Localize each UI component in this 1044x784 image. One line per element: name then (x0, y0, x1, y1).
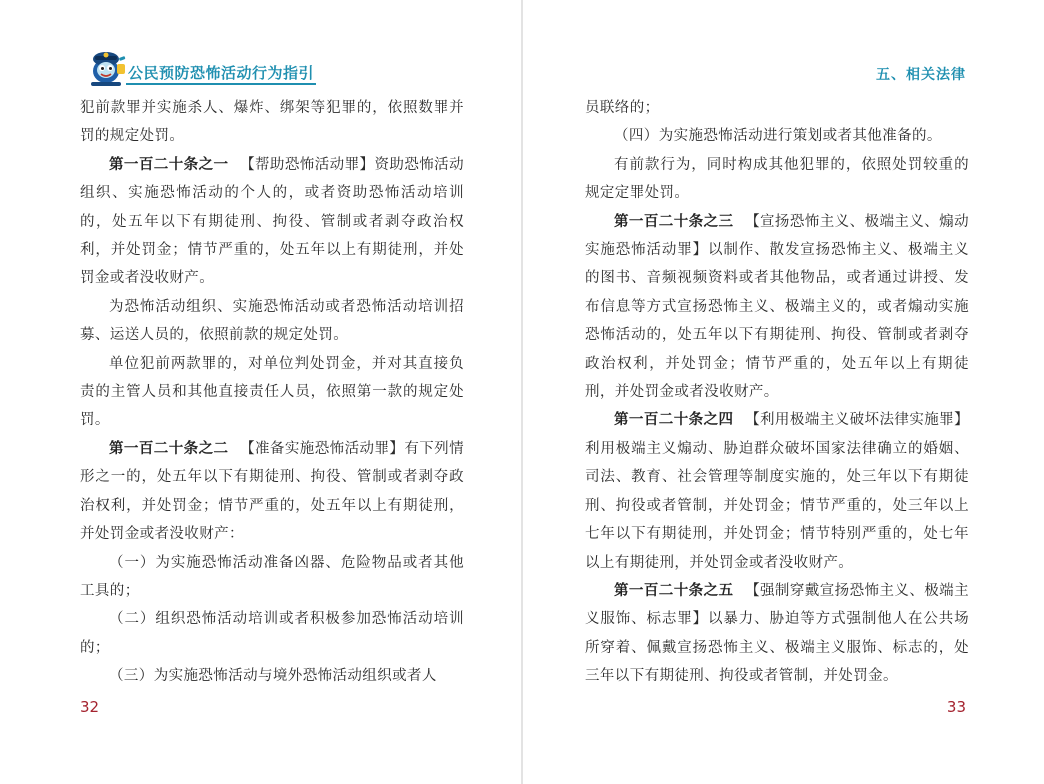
header-underline (126, 83, 316, 85)
paragraph-text: 为恐怖活动组织、实施恐怖活动或者恐怖活动培训招募、运送人员的，依照前款的规定处罚。 (80, 298, 464, 344)
paragraph-text: 单位犯前两款罪的，对单位判处罚金，并对其直接负责的主管人员和其他直接责任人员，依照第一款的规定处罚。 (80, 355, 464, 429)
page-number: 32 (80, 698, 100, 716)
paragraph (80, 549, 464, 606)
paragraph-text: 有前款行为，同时构成其他犯罪的，依照处罚较重的规定定罪处罚。 (585, 156, 969, 202)
paragraph-text: 【宣扬恐怖主义、极端主义、煽动实施恐怖活动罪】以制作、散发宣扬恐怖主义、极端主义的图书、音频视频资料或者其他物品，或者通过讲授、发布信息等方式宣扬恐怖主义、极端主义的，或者煽动实施恐怖活动的，处五年以下有期徒刑、拘役、管制或者剥夺政治权利，并处罚金；情节严重的，处五年以上有期徒刑，并处罚金或者没收财产。 (585, 213, 970, 401)
paragraph (80, 94, 464, 151)
paragraph (80, 435, 464, 549)
paragraph-text: 【帮助恐怖活动罪】资助恐怖活动组织、实施恐怖活动的个人的，或者资助恐怖活动培训的，处五年以下有期徒刑、拘役、管制或者剥夺政治权利，并处罚金；情节严重的，处五年以上有期徒刑，并处罚金或者没收财产。 (80, 156, 465, 287)
paragraph-text: 【强制穿戴宣扬恐怖主义、极端主义服饰、标志罪】以暴力、胁迫等方式强制他人在公共场所穿着、佩戴宣扬恐怖主义、极端主义服饰、标志的，处三年以下有期徒刑、拘役或者管制，并处罚金。 (585, 582, 970, 685)
paragraph-text: （一）为实施恐怖活动准备凶器、危险物品或者其他工具的； (80, 554, 464, 599)
paragraph-text: （三）为实施恐怖活动与境外恐怖活动组织或者人 (109, 668, 437, 685)
paragraph-text: 【准备实施恐怖活动罪】有下列情形之一的，处五年以下有期徒刑、拘役、管制或者剥夺政治权利，并处罚金；情节严重的，处五年以上有期徒刑，并处罚金或者没收财产： (80, 440, 465, 543)
paragraph-text: 犯前款罪并实施杀人、爆炸、绑架等犯罪的，依照数罪并罚的规定处罚。 (80, 100, 464, 145)
paragraph (80, 662, 464, 690)
paragraph (80, 350, 464, 435)
page-header (86, 44, 318, 88)
police-mascot-icon (86, 44, 130, 88)
article-title: 第一百二十条之二 (109, 439, 229, 457)
article-title: 第一百二十条之三 (614, 212, 734, 230)
paragraph (585, 208, 969, 407)
paragraph-text: （二）组织恐怖活动培训或者积极参加恐怖活动培训的； (80, 611, 464, 656)
paragraph (80, 293, 464, 350)
paragraph (80, 605, 464, 662)
section-header: 五、相关法律 (876, 67, 966, 83)
body-text (80, 94, 464, 691)
paragraph-text: （四）为实施恐怖活动进行策划或者其他准备的。 (614, 128, 942, 145)
article-title: 第一百二十条之五 (614, 581, 734, 599)
right-page (523, 0, 1044, 784)
article-title: 第一百二十条之一 (109, 155, 229, 173)
paragraph (585, 577, 969, 691)
paragraph-text: 员联络的； (585, 100, 660, 116)
page-number: 33 (946, 698, 966, 716)
paragraph-text: 【利用极端主义破坏法律实施罪】利用极端主义煽动、胁迫群众破坏国家法律确立的婚姻、司法、教育、社会管理等制度实施的，处三年以下有期徒刑、拘役或者管制，并处罚金；情节严重的，处三年以上七年以下有期徒刑，并处罚金；情节特别严重的，处七年以上有期徒刑，并处罚金或者没收财产。 (585, 412, 970, 571)
paragraph (585, 406, 969, 576)
paragraph (585, 94, 969, 122)
header-title: 公民预防恐怖活动行为指引 (128, 64, 315, 82)
body-text (585, 94, 969, 691)
paragraph (80, 151, 464, 293)
paragraph (585, 122, 969, 150)
paragraph (585, 151, 969, 208)
article-title: 第一百二十条之四 (614, 411, 734, 429)
